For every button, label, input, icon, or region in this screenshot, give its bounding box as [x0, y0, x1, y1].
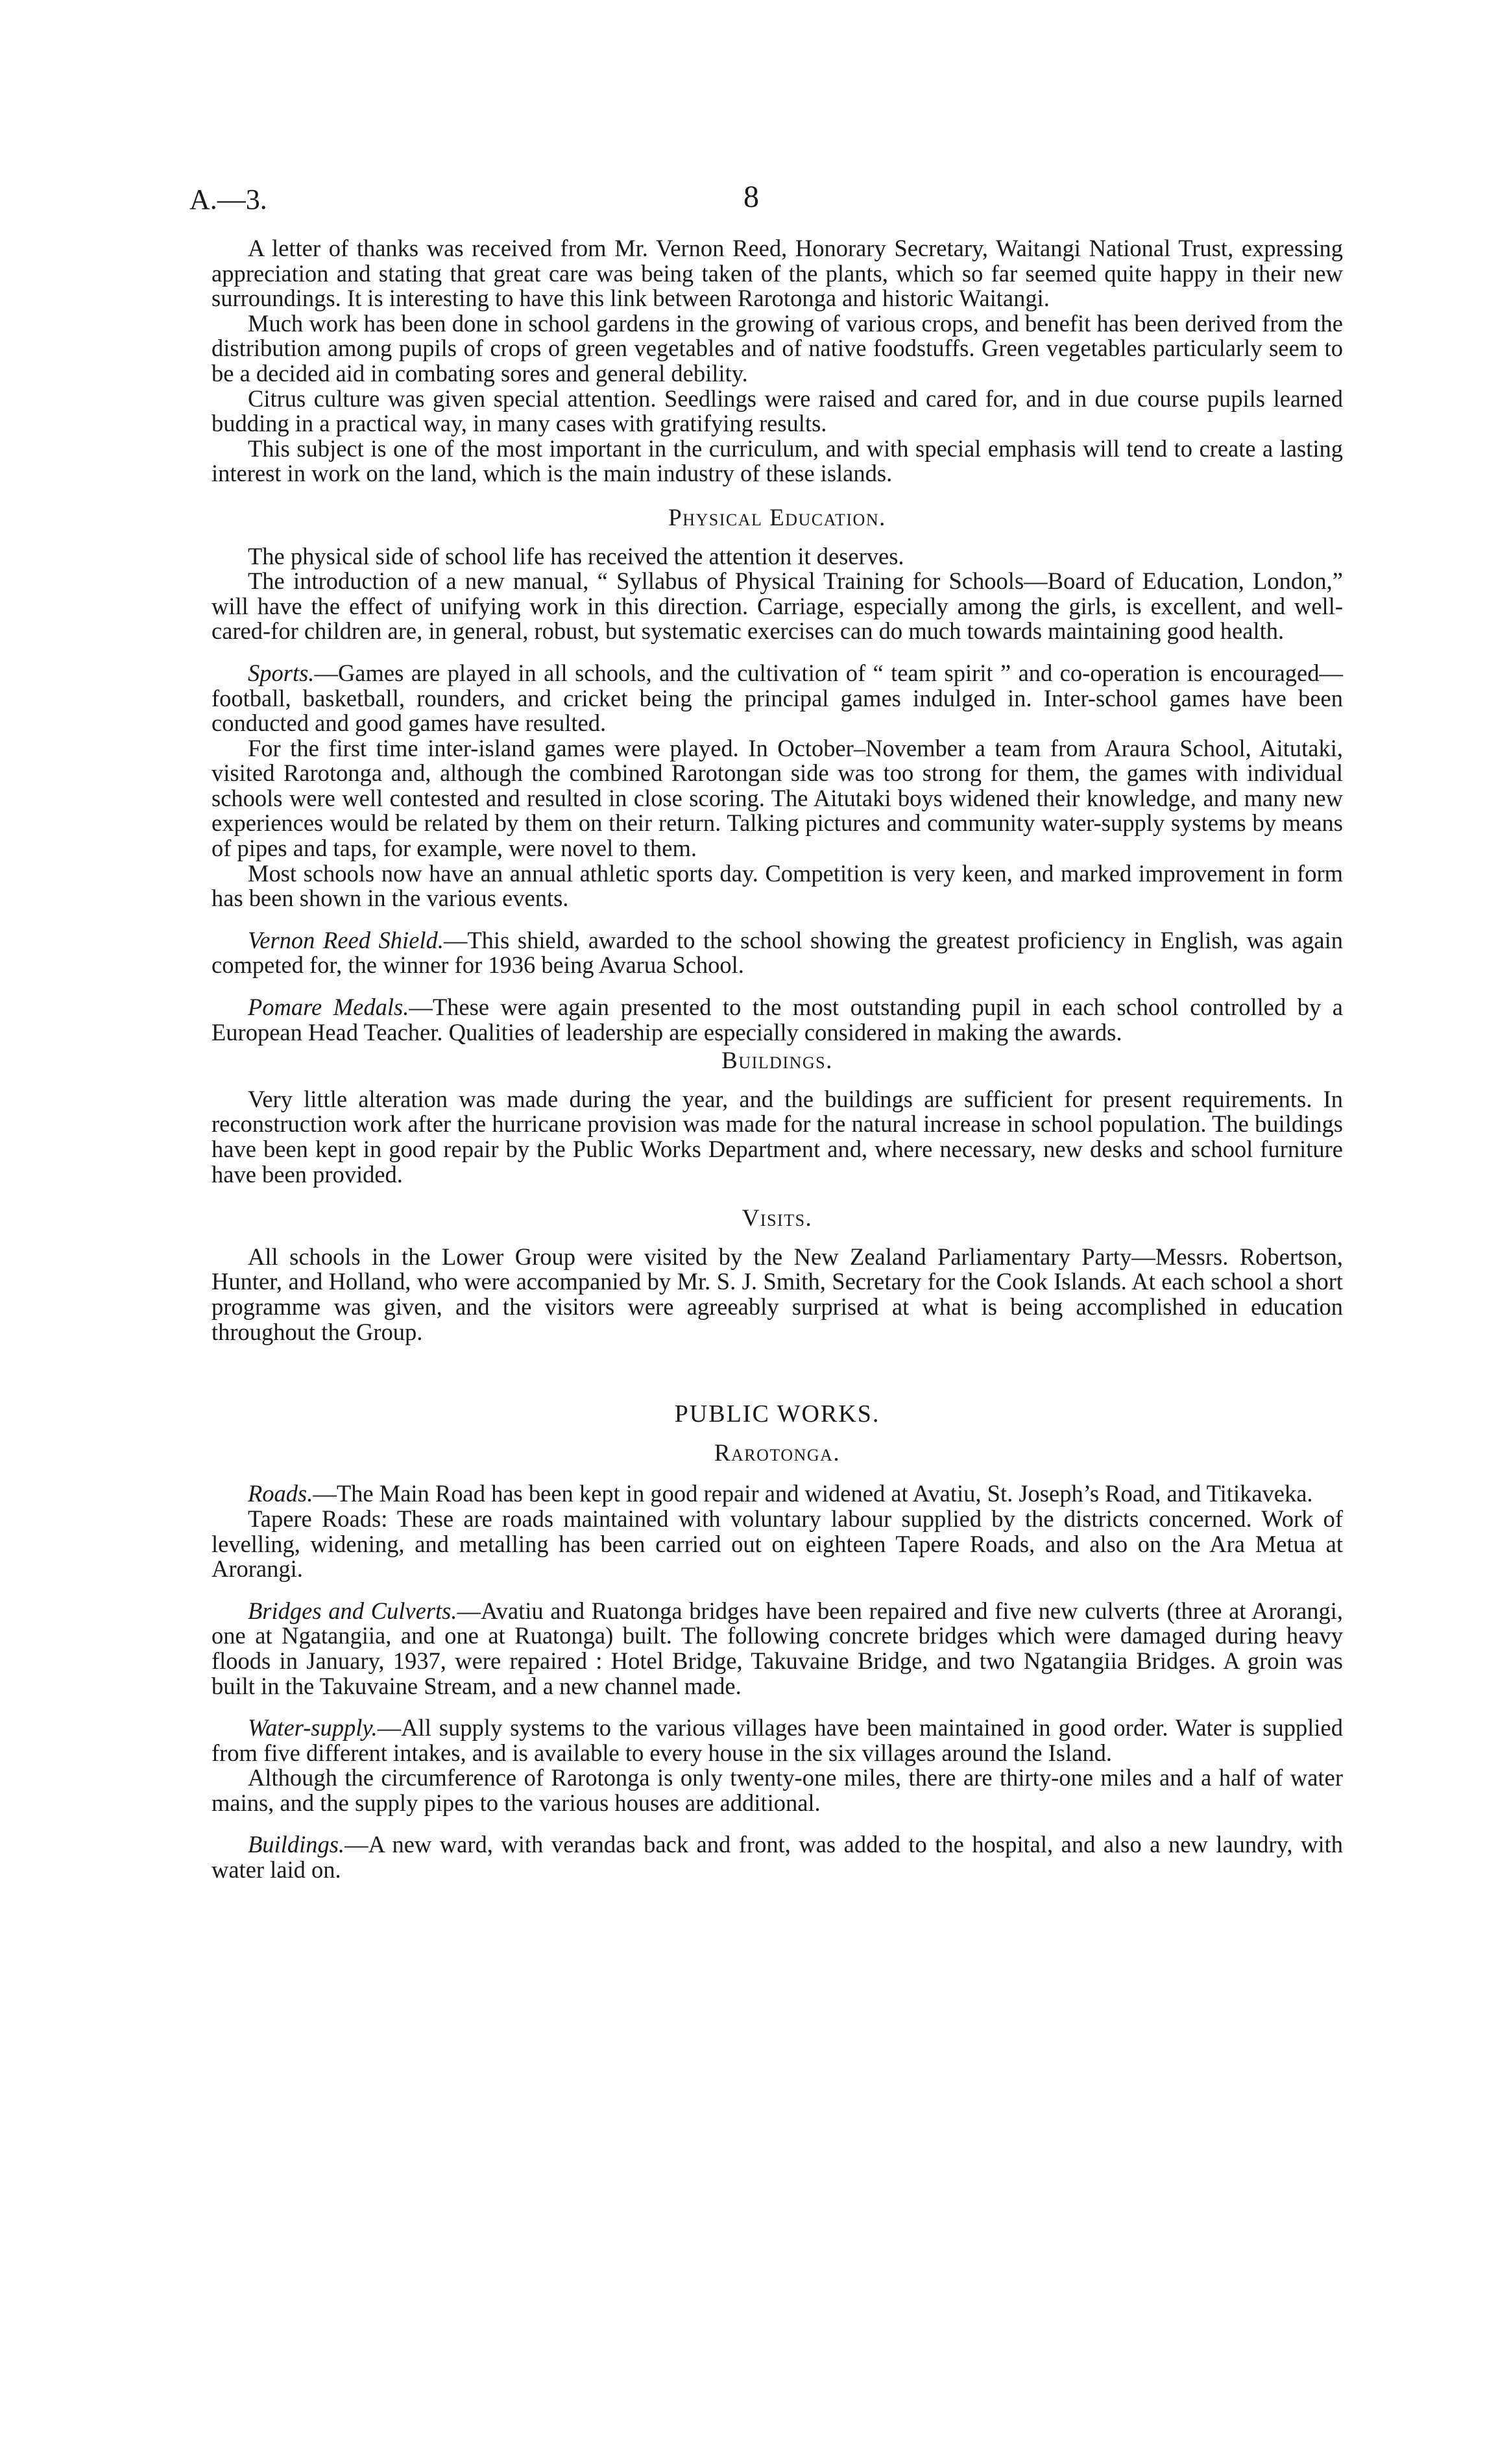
paragraph-water-supply [211, 1716, 1343, 1765]
buildings-lead: Buildings. [248, 1831, 345, 1858]
paragraph-waitangi-letter: A letter of thanks was received from Mr. Vernon Reed, Honorary Secretary, Waitangi National Trust, expressing appreciation and stating that great care was being taken of the plants, which so far seemed quite happy in their new surroundings. It is interesting to have this link between Rarotonga and historic Waitangi. [211, 235, 1343, 312]
paragraph-tapere-roads: Tapere Roads: These are roads maintained with voluntary labour supplied by the districts concerned. Work of levelling, widening, and metalling has been carried out on eighteen Tapere Roads, and also on the Ara Metua at Arorangi. [211, 1505, 1343, 1583]
paragraph-visits: All schools in the Lower Group were visited by the New Zealand Parliamentary Party—Messrs. Robertson, Hunter, and Holland, who were accompanied by Mr. S. J. Smith, Secretary for the Cook Islands. At each school a short programme was given, and the visitors were agreeably surprised at what is being accomplished in education throughout the Group. [211, 1243, 1343, 1345]
sports-text: —Games are played in all schools, and the cultivation of “ team spirit ” and co-operation is encouraged—football, basketball, rounders, and cricket being the principal games indulged in. Inter-school games have been conducted and good games have resulted. [211, 659, 1343, 737]
medals-lead: Pomare Medals. [248, 994, 409, 1021]
water-lead: Water-supply. [248, 1714, 378, 1741]
medals-text: —These were again presented to the most outstanding pupil in each school controlled by a European Head Teacher. Qualities of leadership are especially considered in making the awards. [211, 994, 1343, 1046]
bridges-text: —Avatiu and Ruatonga bridges have been repaired and five new culverts (three at Arorangi, one at Ngatangiia, and one at Ruatonga) built. The following concrete bridges which were damaged during heavy floods in January, 1937, were repaired : Hotel Bridge, Takuvaine Bridge, and two Ngatangiia Bridges. A groin was built in the Takuvaine Stream, and a new channel made. [211, 1597, 1344, 1699]
heading-public-works: PUBLIC WORKS. [674, 1400, 880, 1428]
shield-text: —This shield, awarded to the school showing the greatest proficiency in English, was again competed for, the winner for 1936 being Avarua School. [211, 926, 1343, 979]
bridges-lead: Bridges and Culverts. [248, 1597, 457, 1624]
paragraph-physical-side: The physical side of school life has received the attention it deserves. [248, 542, 904, 569]
buildings-text: —A new ward, with verandas back and front, was added to the hospital, and also a new laundry, with water laid on. [211, 1831, 1343, 1884]
paragraph-bridges [211, 1599, 1343, 1699]
paragraph-athletic-sports: Most schools now have an annual athletic sports day. Competition is very keen, and marked improvement in form has been shown in the various events. [211, 859, 1343, 912]
heading-physical-education: Physical Education. [668, 504, 886, 531]
paragraph-syllabus: The introduction of a new manual, “ Syllabus of Physical Training for Schools—Board of Education, London,” will have the effect of unifying work in this direction. Carriage, especially among the girls, is excellent, and well-cared-for children are, in general, robust, but systematic exercises can do much towards maintaining good health. [211, 568, 1343, 645]
paragraph-sports [211, 661, 1343, 736]
sports-lead: Sports. [248, 659, 315, 686]
paragraph-curriculum: This subject is one of the most important in the curriculum, and with special emphasis will tend to create a lasting interest in work on the land, which is the main industry of these islands. [211, 435, 1343, 487]
paragraph-buildings: Very little alteration was made during the year, and the buildings are sufficient for present requirements. In reconstruction work after the hurricane provision was made for the natural increase in school population. The buildings have been kept in good repair by the Public Works Department and, where necessary, new desks and school furniture have been provided. [211, 1085, 1343, 1188]
paragraph-citrus-culture: Citrus culture was given special attention. Seedlings were raised and cared for, and in due course pupils learned budding in a practical way, in many cases with gratifying results. [211, 385, 1343, 437]
heading-visits: Visits. [742, 1205, 813, 1232]
paragraph-hospital-buildings [211, 1832, 1343, 1882]
paragraph-inter-island-games: For the first time inter-island games were played. In October–November a team from Araura School, Aitutaki, visited Rarotonga and, although the combined Rarotongan side was too strong for them, the games with individual schools were well contested and resulted in close scoring. The Aitutaki boys widened their knowledge, and many new experiences would be related by them on their return. Talking pictures and community water-supply systems by means of pipes and taps, for example, were novel to them. [211, 734, 1343, 862]
heading-rarotonga: Rarotonga. [714, 1439, 841, 1466]
paragraph-vernon-reed-shield [211, 928, 1343, 978]
page-number: 8 [743, 180, 759, 214]
roads-lead: Roads. [248, 1480, 313, 1507]
shield-lead: Vernon Reed Shield. [248, 926, 444, 953]
paragraph-circumference: Although the circumference of Rarotonga is only twenty-one miles, there are thirty-one miles and a half of water mains, and the supply pipes to the various houses are additional. [211, 1764, 1343, 1816]
paragraph-pomare-medals [211, 995, 1343, 1045]
paragraph-school-gardens: Much work has been done in school gardens in the growing of various crops, and benefit has been derived from the distribution among pupils of crops of green vegetables and of native foodstuffs. Green vegetables particularly seem to be a decided aid in combating sores and general debility. [211, 309, 1343, 387]
document-body [211, 236, 1343, 1883]
water-text: —All supply systems to the various villages have been maintained in good order. Water is supplied from five different intakes, and is available to every house in the six villages around the Island. [211, 1714, 1343, 1766]
heading-buildings: Buildings. [721, 1047, 833, 1075]
paragraph-roads [211, 1481, 1343, 1507]
roads-text: —The Main Road has been kept in good repair and widened at Avatiu, St. Joseph’s Road, and Titikaveka. [313, 1480, 1313, 1507]
report-reference: A.—3. [189, 184, 267, 215]
